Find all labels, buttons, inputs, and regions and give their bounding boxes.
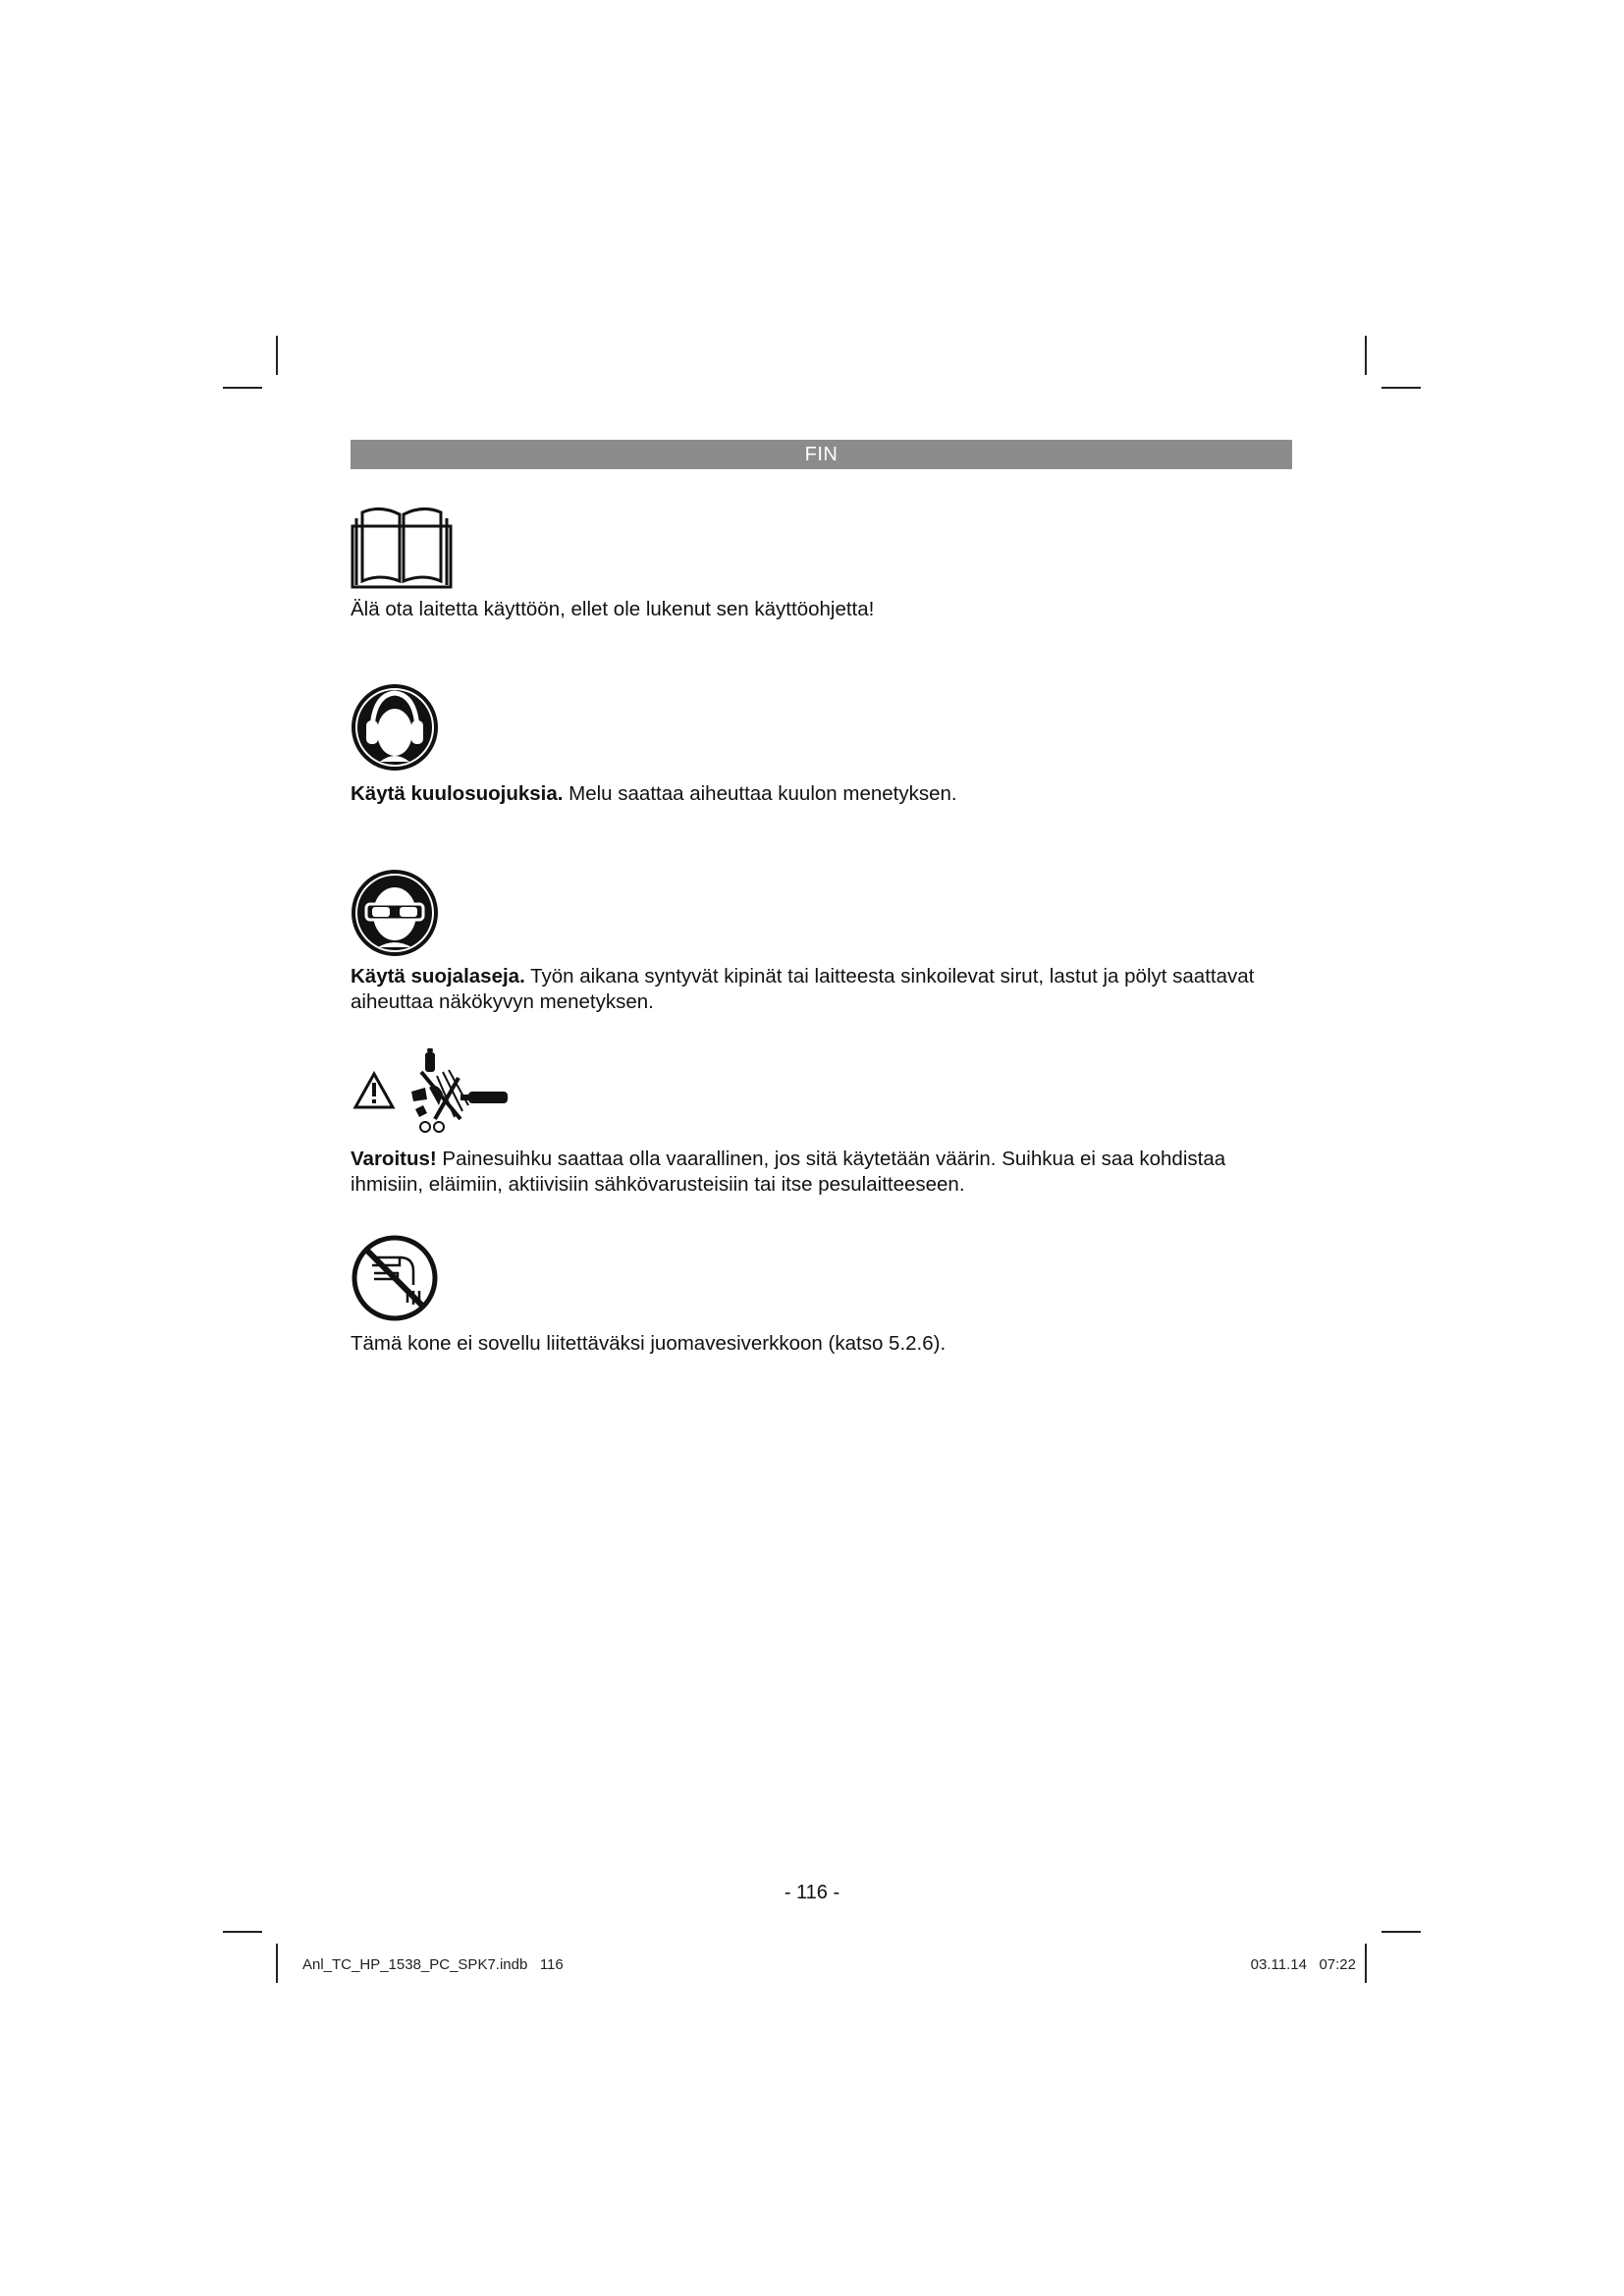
page-number: - 116 - — [784, 1882, 840, 1903]
instruction-pressure-warning — [351, 1147, 1291, 1198]
language-label: FIN — [804, 444, 839, 465]
instruction-read-manual — [351, 597, 1291, 622]
eye-protection-icon — [351, 869, 439, 957]
footer-date: 03.11.14 07:22 — [1250, 1956, 1356, 1973]
crop-mark-bottom-left-v — [276, 1944, 278, 1983]
section-2-text: Melu saattaa aiheuttaa kuulon menetyksen. — [563, 782, 957, 805]
instruction-ear-protection — [351, 781, 1291, 807]
crop-mark-top-right-h — [1381, 387, 1421, 389]
pressure-washer-warning-icon — [352, 1048, 514, 1135]
crop-mark-top-right-v — [1365, 336, 1367, 375]
section-3-bold: Käytä suojalaseja. — [351, 965, 525, 988]
crop-mark-bottom-left-h — [223, 1931, 262, 1933]
instruction-no-drinking-water — [351, 1331, 1291, 1357]
language-header-bar — [351, 440, 1292, 469]
section-5-text: Tämä kone ei sovellu liitettäväksi juomavesiverkkoon (katso 5.2.6). — [351, 1332, 947, 1355]
instruction-eye-protection — [351, 964, 1291, 1015]
section-1-text: Älä ota laitetta käyttöön, ellet ole lukenut sen käyttöohjetta! — [351, 598, 875, 620]
section-4-text: Painesuihku saattaa olla vaarallinen, jos sitä käytetään väärin. Suihkua ei saa kohdistaa ihmisiin, eläimiin, aktiivisiin sähkövarusteisiin tai itse pesulaitteeseen. — [351, 1148, 1226, 1196]
crop-mark-top-left-h — [223, 387, 262, 389]
crop-mark-bottom-right-v — [1365, 1944, 1367, 1983]
no-drinking-water-connection-icon — [351, 1234, 439, 1322]
ear-protection-icon — [351, 683, 439, 772]
section-4-bold: Varoitus! — [351, 1148, 437, 1170]
section-3-text: Työn aikana syntyvät kipinät tai laitteesta sinkoilevat sirut, lastut ja pölyt saattavat aiheuttaa näkökyvyn menetyksen. — [351, 965, 1255, 1013]
crop-mark-bottom-right-h — [1381, 1931, 1421, 1933]
crop-mark-top-left-v — [276, 336, 278, 375]
read-manual-icon — [351, 503, 453, 590]
section-2-bold: Käytä kuulosuojuksia. — [351, 782, 564, 805]
footer-file-info: Anl_TC_HP_1538_PC_SPK7.indb 116 — [302, 1956, 564, 1973]
